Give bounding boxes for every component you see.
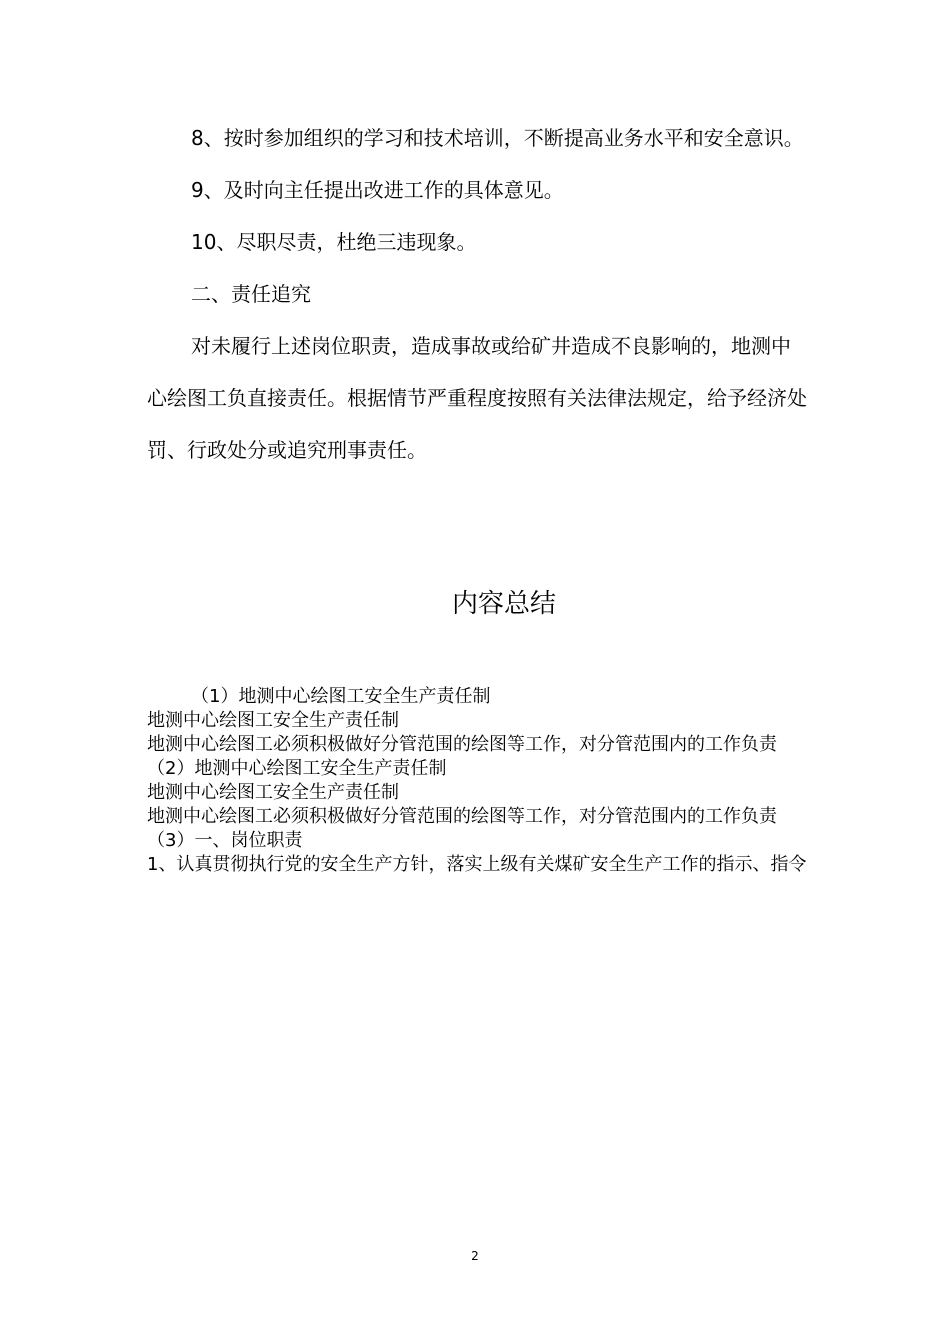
summary-line: 地测中心绘图工必须积极做好分管范围的绘图等工作，对分管范围内的工作负责 [147,734,777,755]
page-number: 2 [471,1249,479,1263]
summary-line: 地测中心绘图工安全生产责任制 [147,782,399,803]
summary-line: （1）地测中心绘图工安全生产责任制 [191,686,491,707]
summary-line: 1、认真贯彻执行党的安全生产方针，落实上级有关煤矿安全生产工作的指示、指令 [147,854,807,875]
summary-title: 内容总结 [451,589,556,619]
paragraph-item-9: 9、及时向主任提出改进工作的具体意见。 [191,178,564,202]
summary-section [147,685,807,877]
summary-line: （2）地测中心绘图工安全生产责任制 [147,758,447,779]
paragraph-item-10: 10、尽职尽责，杜绝三违现象。 [191,230,477,254]
paragraph-responsibility: 对未履行上述岗位职责，造成事故或给矿井造成不良影响的，地测中心绘图工负直接责任。根据情节严重程度按照有关法律法规定，给予经济处罚、行政处分或追究刑事责任。 [147,334,807,462]
section-heading-responsibility: 二、责任追究 [191,282,311,306]
summary-line: （3）一、岗位职责 [147,830,303,851]
summary-line: 地测中心绘图工必须积极做好分管范围的绘图等工作，对分管范围内的工作负责 [147,806,777,827]
document-body [147,112,807,476]
paragraph-item-8: 8、按时参加组织的学习和技术培训，不断提高业务水平和安全意识。 [191,126,804,150]
summary-line: 地测中心绘图工安全生产责任制 [147,710,399,731]
